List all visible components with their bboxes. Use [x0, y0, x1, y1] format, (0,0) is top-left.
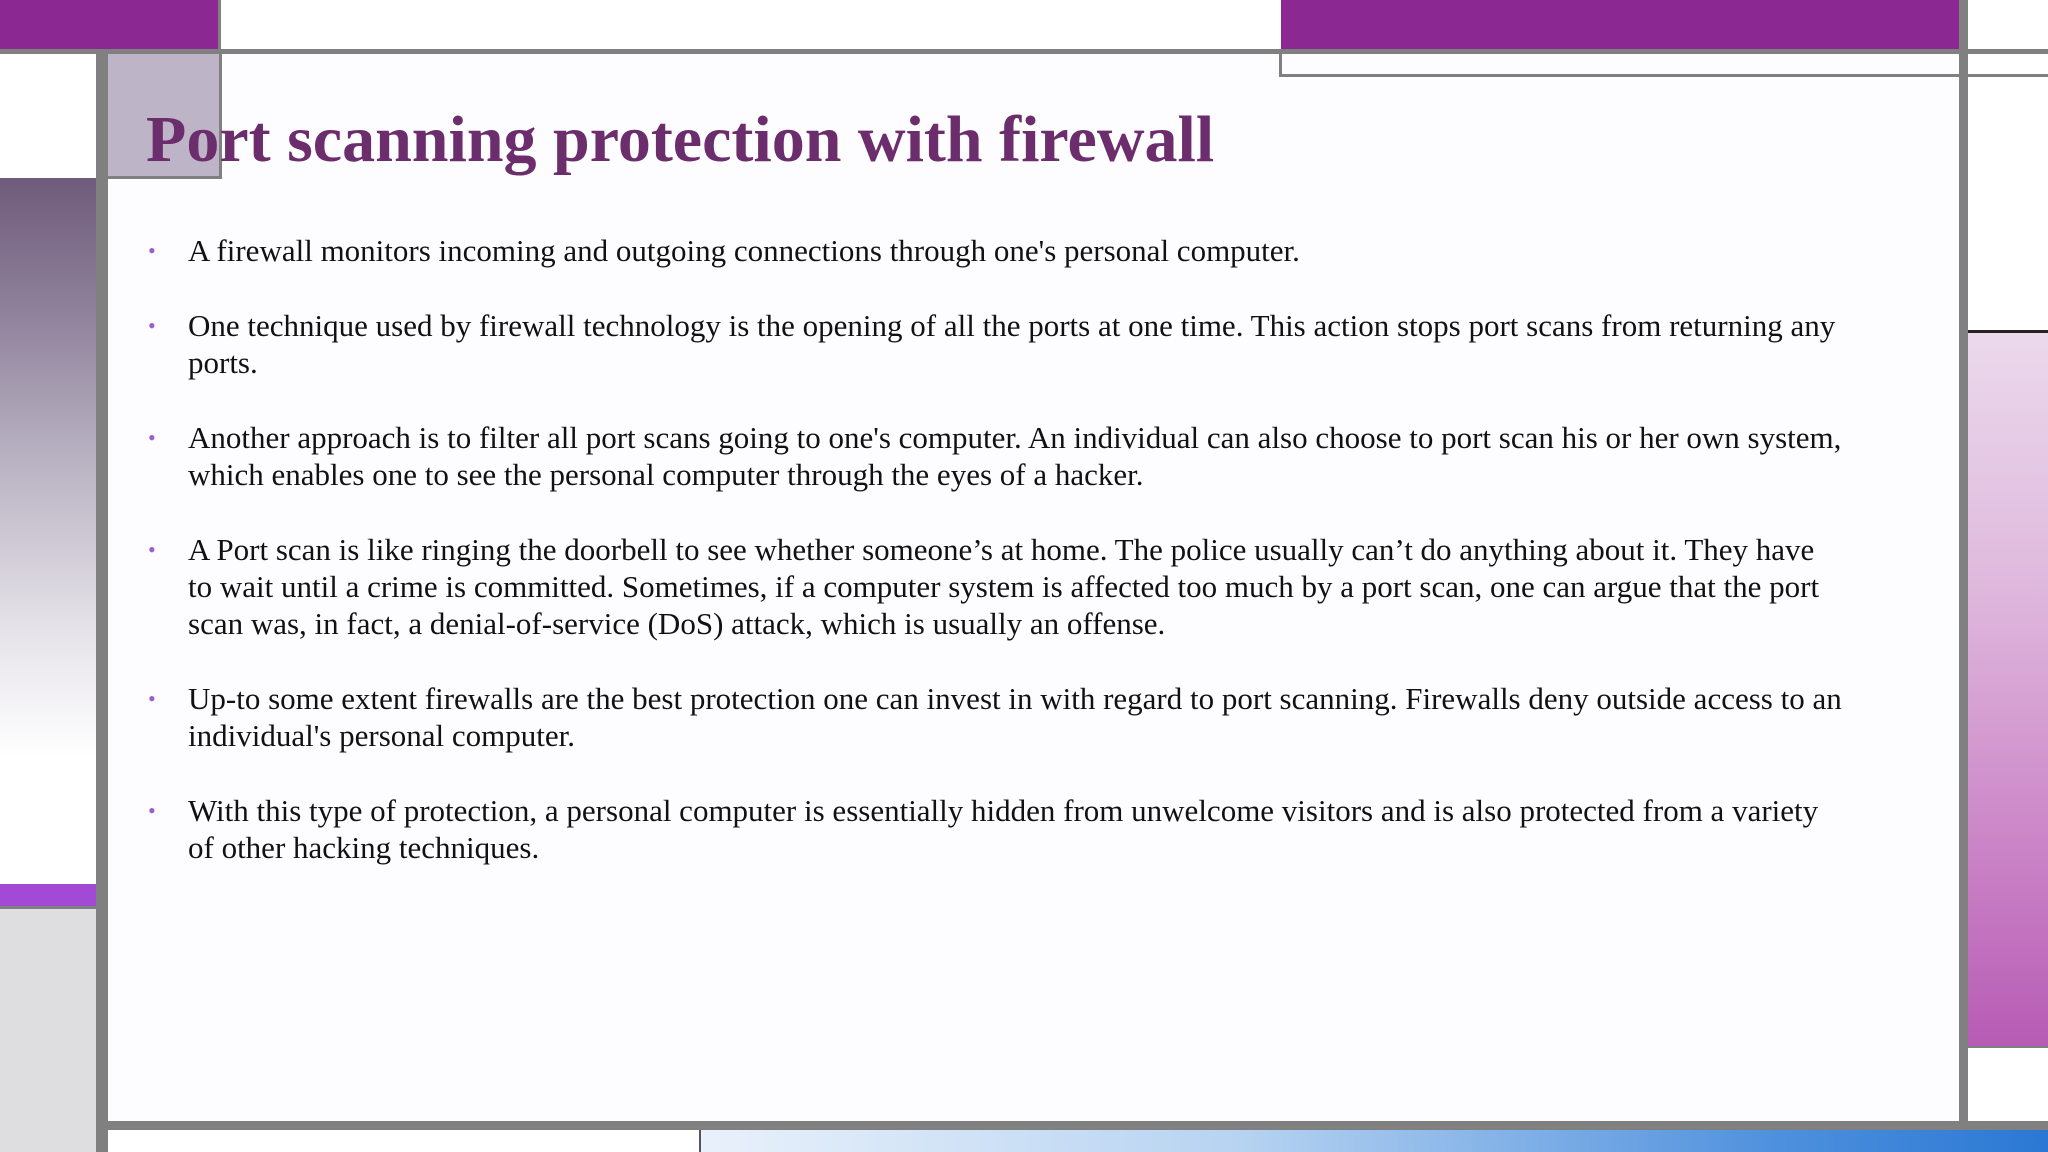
left-accent-strip: [0, 884, 104, 906]
top-right-accent-bar: [1281, 0, 1959, 50]
top-rule: [0, 49, 2048, 54]
right-gradient-panel: [1968, 333, 2048, 1048]
top-left-accent-bar: [0, 0, 220, 50]
left-panel-bottom: [0, 909, 96, 1152]
divider-line: [1966, 1046, 2048, 1048]
left-rule: [96, 50, 108, 1152]
bullet-item: [146, 792, 1846, 866]
slide-title: Port scanning protection with firewall: [146, 103, 1215, 176]
divider-line: [699, 1130, 701, 1152]
bullet-item: [146, 531, 1846, 642]
bullet-icon: •: [148, 238, 156, 263]
bullet-text: A firewall monitors incoming and outgoing connections through one's personal computer.: [188, 233, 1300, 268]
bullet-item: [146, 680, 1846, 754]
bullet-text: Another approach is to filter all port scans going to one's computer. An individual can also choose to port scan his or her own system, which enables one to see the personal computer through the eyes of a hacker.: [188, 420, 1842, 492]
bullet-text: A Port scan is like ringing the doorbell to see whether someone’s at home. The police usually can’t do anything about it. They have to wait until a crime is committed. Sometimes, if a computer system is affected too much by a port scan, one can argue that the port scan was, in fact, a denial-of-service (DoS) attack, which is usually an offense.: [188, 532, 1820, 641]
bottom-rule: [100, 1121, 2048, 1130]
right-panel-top: [1968, 77, 2048, 330]
right-rule: [1959, 0, 1968, 1130]
bullet-text: Up-to some extent firewalls are the best protection one can invest in with regard to port scanning. Firewalls deny outside access to an individual's personal computer.: [188, 681, 1842, 753]
divider-line: [1279, 50, 1282, 77]
bullet-text: One technique used by firewall technology is the opening of all the ports at one time. This action stops port scans from returning any ports.: [188, 308, 1836, 380]
divider-line: [218, 0, 221, 50]
top-rule-secondary: [1279, 74, 2048, 77]
bullet-item: [146, 307, 1846, 381]
bullet-list: [146, 232, 1846, 904]
bullet-icon: •: [148, 798, 156, 823]
bottom-gradient-bar: [700, 1130, 2048, 1152]
bullet-icon: •: [148, 537, 156, 562]
bullet-item: [146, 232, 1846, 269]
bullet-icon: •: [148, 425, 156, 450]
bullet-item: [146, 419, 1846, 493]
left-gradient-panel: [0, 178, 96, 884]
bullet-icon: •: [148, 686, 156, 711]
bullet-text: With this type of protection, a personal computer is essentially hidden from unwelcome visitors and is also protected from a variety of other hacking techniques.: [188, 793, 1819, 865]
bullet-icon: •: [148, 313, 156, 338]
left-panel-top: [0, 54, 97, 179]
